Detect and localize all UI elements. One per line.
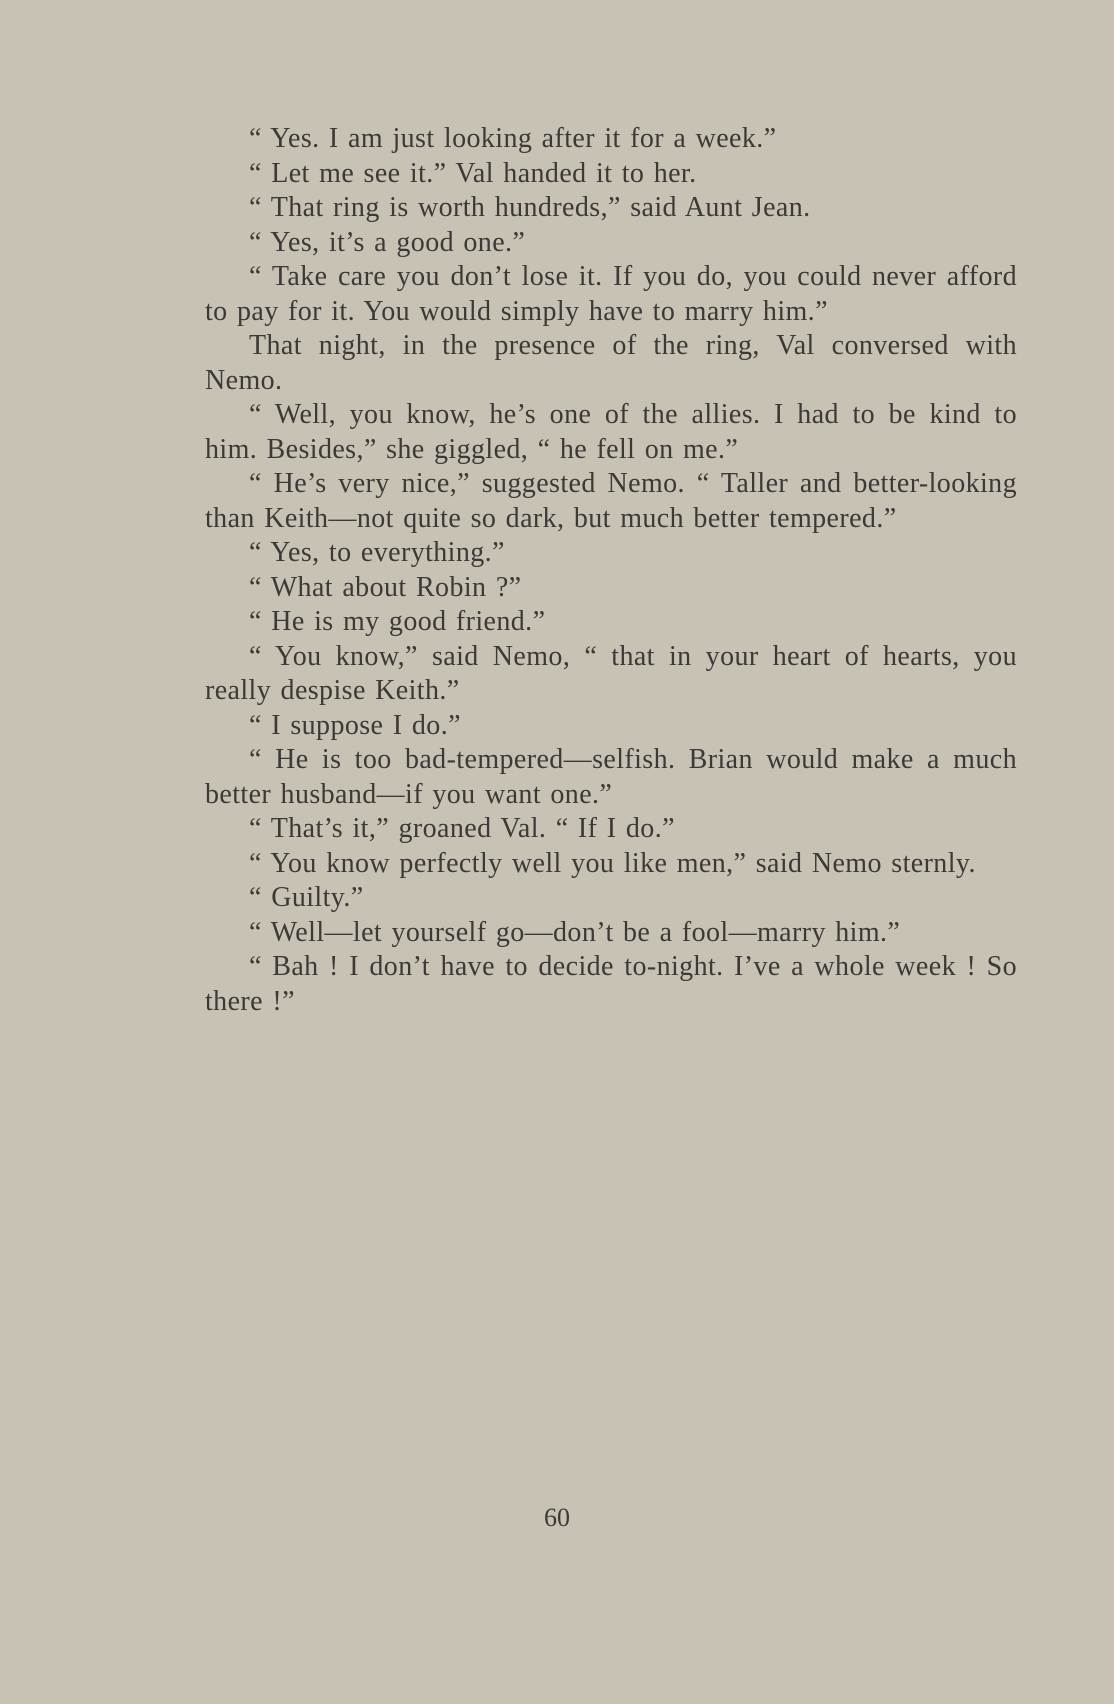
paragraph: “ He is my good friend.” xyxy=(249,606,546,637)
paragraph: “ You know perfectly well you like men,” said Nemo sternly. xyxy=(249,847,976,879)
paragraph: “ Yes, it’s a good one.” xyxy=(249,226,526,258)
paragraph: “ He’s very nice,” suggested Nemo. “ Taller and better-looking than Keith—not quite so dark, but much better tempered.” xyxy=(205,468,1017,534)
paragraph: “ That’s it,” groaned Val. “ If I do.” xyxy=(249,813,675,844)
paragraph: “ He is too bad-tempered—selfish. Brian would make a much better husband—if you want one.” xyxy=(205,744,1017,810)
paragraph: “ Well, you know, he’s one of the allies. I had to be kind to him. Besides,” she giggled, “ he fell on me.” xyxy=(205,399,1017,465)
paragraph: “ Bah ! I don’t have to decide to-night. I’ve a whole week ! So there !” xyxy=(205,951,1017,1017)
paragraph: That night, in the presence of the ring, Val conversed with Nemo. xyxy=(205,330,1017,396)
paragraph: “ Guilty.” xyxy=(249,882,364,913)
paragraph: “ Let me see it.” Val handed it to her. xyxy=(249,157,697,189)
paragraph: “ I suppose I do.” xyxy=(249,709,461,741)
paragraph: “ That ring is worth hundreds,” said Aunt Jean. xyxy=(249,192,811,223)
paragraph: “ Take care you don’t lose it. If you do, you could never afford to pay for it. You would simply have to marry him.” xyxy=(205,261,1017,327)
body-text xyxy=(205,122,1017,1019)
paragraph: “ Yes. I am just looking after it for a week.” xyxy=(249,123,777,154)
paragraph: “ Well—let yourself go—don’t be a fool—marry him.” xyxy=(249,916,901,948)
paragraph: “ What about Robin ?” xyxy=(249,571,522,603)
paragraph: “ Yes, to everything.” xyxy=(249,537,505,568)
paragraph: “ You know,” said Nemo, “ that in your heart of hearts, you really despise Keith.” xyxy=(205,640,1017,706)
page-number: 60 xyxy=(544,1503,570,1532)
